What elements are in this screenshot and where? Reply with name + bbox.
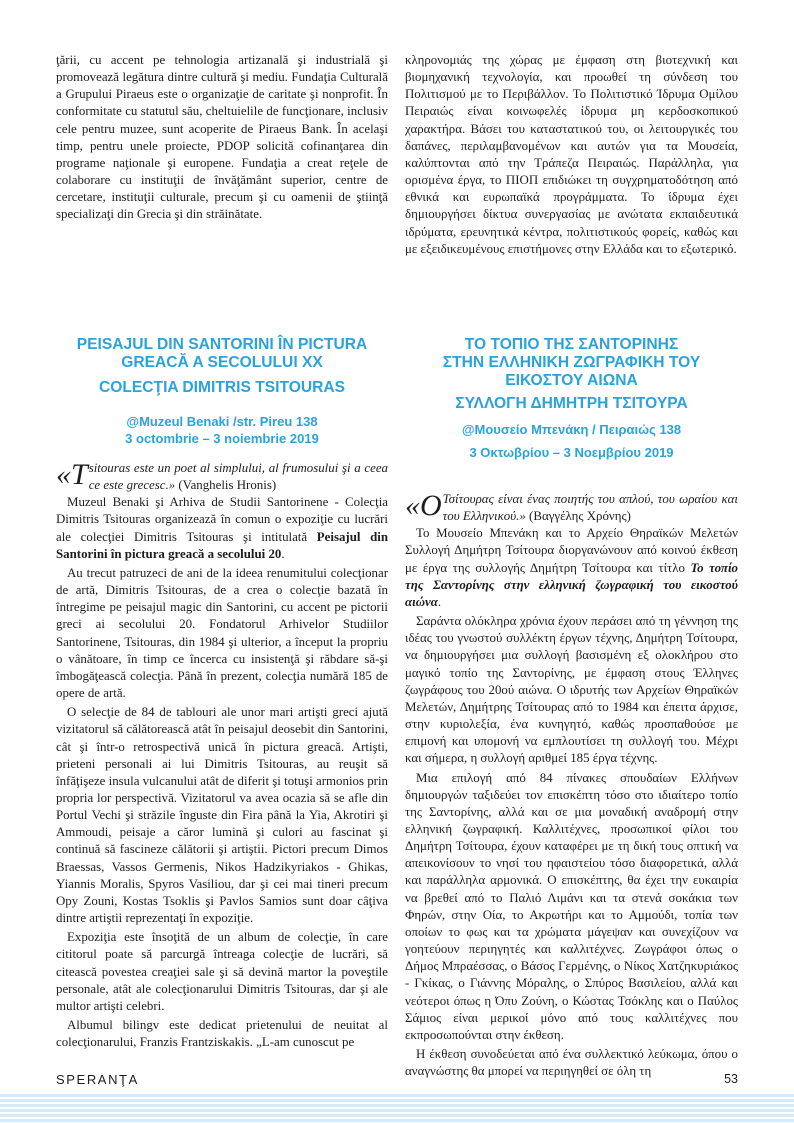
right-paragraph-1 [405, 525, 738, 611]
footer-stripe [0, 1094, 794, 1123]
right-quote-initial: «Ο [405, 489, 442, 522]
right-quote-author: (Βαγγέλης Χρόνης) [525, 509, 631, 524]
right-intro-paragraph: κληρονομιάς της χώρας με έμφαση στη βιοτεχνική και βιομηχανική τεχνολογία, και προωθεί τη σύνδεση του Πολιτισμού με το Περιβάλλον. Το Πολιτιστικό Ίδρυμα Ομίλου Πειραιώς είναι κοινωφελές ίδρυμα μη κερδοσκοπικού χαρακτήρα. Βάσει του καταστατικού του, οι λειτουργικές του δαπάνες, περιλαμβανομένων και αυτών για τα Μουσεία, καλύπτονται από την Τράπεζα Πειραιώς. Παράλληλα, για ορισμένα έργα, το ΠΙΟΠ επιδιώκει τη συγχρηματοδότηση από εθνικά και ευρωπαϊκά προγράμματα. Το ίδρυμα έχει δημιουργήσει δίκτυα συνεργασίας με ανώτατα εκπαιδευτικά ιδρύματα, ερευνητικά κέντρα, πολιτιστικούς φορείς, καθώς και με εξειδικευμένους επιστήμονες στην Ελλάδα και το εξωτερικό. [405, 53, 738, 256]
magazine-name: SPERANŢA [56, 1072, 139, 1087]
right-quote [405, 491, 738, 525]
left-exhibition-title: Peisajul din Santorini în pictura greacă a secolului 20 [56, 529, 389, 561]
left-paragraph-3: O selecţie de 84 de tablouri ale unor mari artişti greci ajută vizitatorul să călătorească atât în peisajul deosebit din Santorini, cât şi într-o retrospectivă unică în pictura greacă. Artişti, prieteni personali ai lui Dimitris Tsitouras, au reuşit să înfăţişeze insula vulcanului atât de diferit şi totuşi armonios prin propria lor perspectivă. Vizitatorul va avea ocazia să se afle din Portul Vechi şi străzile înguste din Fira până la Yia, Akrotiri şi Ammoudi, peisaje a căror lumină şi culori au fascinat şi continuă să fascineze călătorii şi artiştii. Pictori precum Dimos Braessas, Vassos Germenis, Nikos Hadzikyriakos - Ghikas, Yiannis Moralis, Spyros Vasiliou, dar şi cei mai tineri precum Opy Zouni, Kostas Tsoklis şi Pavlos Samios sunt doar câţiva dintre artiştii reprezentaţi în expoziţie. [56, 705, 388, 926]
right-exhibition-title: Το τοπίο της Σαντορίνης στην ελληνική ζωγραφική του εικοστού αιώνα [405, 560, 738, 609]
left-title-line2: GREACĂ A SECOLULUI XX [121, 354, 323, 372]
left-title-line3: COLECŢIA DIMITRIS TSITOURAS [98, 379, 346, 397]
right-dates: 3 Οκτωβρίου – 3 Νοεμβρίου 2019 [469, 444, 674, 460]
right-paragraph-4: Η έκθεση συνοδεύεται από ένα συλλεκτικό λεύκωμα, όπου ο αναγνώστης θα μπορεί να περιηγηθεί σε όλη τη [405, 1047, 738, 1079]
right-p1-text: Το Μουσείο Μπενάκη και το Αρχείο Θηραϊκών Μελετών Συλλογή Δημήτρη Τσίτουρα διοργανώνουν από κοινού έκθεση με έργα της συλλογής Δημήτρη Τσίτουρα και τίτλο [405, 526, 738, 575]
left-p1-text: Muzeul Benaki şi Arhiva de Studii Santorinene - Colecţia Dimitris Tsitouras organizează în comun o expoziţie cu lucrări ale colecţiei Dimitris Tsitouras şi intitulată [56, 495, 388, 544]
left-paragraph-2: Au trecut patruzeci de ani de la ideea renumitului colecţionar de artă, Dimitris Tsitouras, de a crea o colecţie bazată în întregime pe peisajul magic din Santorini, cu accent pe pictorii greci ai secolului 20. Fondatorul Arhivelor Studiilor Santorinene, Tsitouras, din 1984 şi ulterior, a început la propriu o vânătoare, în timp ce încerca cu insistenţă şi răbdare să-şi îmbogăţească colecţia. Până în prezent, colecţia numără 185 de opere de artă. [56, 565, 388, 701]
left-paragraph-5: Albumul bilingv este dedicat prietenului de neuitat al colecţionarului, Franzis Frantziskakis. „L-am cunoscut pe [56, 1018, 388, 1050]
left-dates: 3 octombrie – 3 noiembrie 2019 [125, 430, 319, 446]
left-p1-end: . [281, 546, 285, 561]
right-intro [405, 52, 738, 258]
right-title-line2: ΣΤΗΝ ΕΛΛΗΝΙΚΗ ΖΩΓΡΑΦΙΚΗ ΤΟΥ [442, 354, 701, 372]
left-body [56, 460, 388, 1051]
right-p1-end: . [437, 594, 442, 609]
right-body [405, 491, 738, 1080]
right-title-line1: ΤΟ ΤΟΠΙΟ ΤΗΣ ΣΑΝΤΟΡΙΝΗΣ [464, 336, 679, 353]
right-title-line3: ΕΙΚΟΣΤΟΥ ΑΙΩΝΑ [505, 372, 638, 390]
left-article-title [56, 336, 388, 447]
right-paragraph-3: Μια επιλογή από 84 πίνακες σπουδαίων Ελλήνων δημιουργών ταξιδεύει τον επισκέπτη τόσο στο ιδιαίτερο τοπίο της Σαντορίνης, αλλά και σε μια μοναδική αναδρομή στην ελληνική ζωγραφική. Καλλιτέχνες, προσωπικοί φίλοι του Δημήτρη Τσίτουρα, έχουν καταφέρει με τη δική τους οπτική να απεικονίσουν το νησί του ηφαιστείου τόσο διαφορετικά, αλλά και παράλληλα αρμονικά. Ο επισκέπτης, θα έχει την ευκαιρία να βρεθεί από το Παλιό Λιμάνι και τα στενά σοκάκια των Φηρών, στην Οία, το Ακρωτήρι και το Αμμούδι, τοπία των οποίων το φως και τα χρώματα μάγεψαν και συνεχίζουν να γοητεύουν περιηγητές και καλλιτέχνες. Ζωγράφοι όπως ο Δήμος Μπραέσσας, ο Βάσος Γερμένης, ο Νίκος Χατζηκυριάκος - Γκίκας, ο Γιάννης Μόραλης, ο Σπύρος Βασιλείου, αλλά και νεότεροι όπως η Όπυ Ζούνη, ο Κώστας Τσόκλης και ο Παύλος Σάμιος είναι μερικοί μόνο από τους καλλιτέχνες που εκπροσωπούνται στην έκθεση. [405, 770, 738, 1042]
right-quote-text: Τσίτουρας είναι ένας ποιητής του απλού, του ωραίου και του Ελληνικού.» [442, 492, 738, 524]
left-quote-initial: «T [56, 458, 88, 491]
right-title-line4: ΣΥΛΛΟΓΗ ΔΗΜΗΤΡΗ ΤΣΙΤΟΥΡΑ [455, 394, 688, 412]
right-article-title [405, 336, 738, 461]
right-paragraph-2: Σαράντα ολόκληρα χρόνια έχουν περάσει από τη γέννηση της ιδέας του γνωστού συλλέκτη έργων τέχνης, Δημήτρη Τσίτουρα, να δημιουργήσει μια συλλογή βασισμένη εξ ολοκλήρου στο μαγικό τοπίο της Σαντορίνης, με έμφαση στους Έλληνες ζωγράφους του 20ού αιώνα. Ο ιδρυτής των Αρχείων Θηραϊκών Μελετών, Δημήτρης Τσίτουρας από το 1984 και έπειτα άρχισε, στην κυριολεξία, ένα κυνηγητό, καθώς προσπαθούσε με επιμονή και υπομονή να εμπλουτίσει τη συλλογή του. Μέχρι και σήμερα, η συλλογή αριθμεί 185 έργα τέχνης. [405, 614, 738, 766]
left-quote-author: (Vanghelis Hronis) [175, 478, 277, 493]
left-paragraph-1 [56, 494, 388, 563]
left-title-line1: PEISAJUL DIN SANTORINI ÎN PICTURA [76, 336, 368, 353]
page-number: 53 [724, 1072, 738, 1086]
right-venue: @Μουσείο Μπενάκη / Πειραιώς 138 [461, 421, 682, 437]
left-intro [56, 52, 388, 224]
left-intro-paragraph: ţării, cu accent pe tehnologia artizanală şi industrială şi promovează legătura dintre cultură şi mediu. Fundaţia Culturală a Grupului Piraeus este o organizaţie de caritate şi nonprofit. În conformitate cu statutul său, cheltuielile de funcţionare, inclusiv cele pentru muzee, sunt acoperite de Piraeus Bank. În acelaşi timp, pentru unele proiecte, PDOP solicită cofinanţarea din programe naţionale şi europene. Fundaţia a creat reţele de colaborare cu instituţii de învăţământ superior, centre de cercetare, instituţii culturale, precum şi cu oamenii de ştiinţă specializaţi din Grecia şi din străinătate. [56, 53, 388, 222]
left-quote [56, 460, 388, 494]
left-venue: @Muzeul Benaki /str. Pireu 138 [126, 413, 318, 429]
left-quote-text: sitouras este un poet al simplului, al frumosului şi a ceea ce este grecesc.» [88, 461, 388, 493]
left-paragraph-4: Expoziţia este însoţită de un album de colecţie, în care cititorul poate să parcurgă întreaga colecţie de lucrări, să citească povestea creaţiei sale şi să devină martor la poveştile personale, atât ale colecţionarului Dimitris Tsitouras, dar şi ale multor artişti celebri. [56, 930, 388, 1013]
